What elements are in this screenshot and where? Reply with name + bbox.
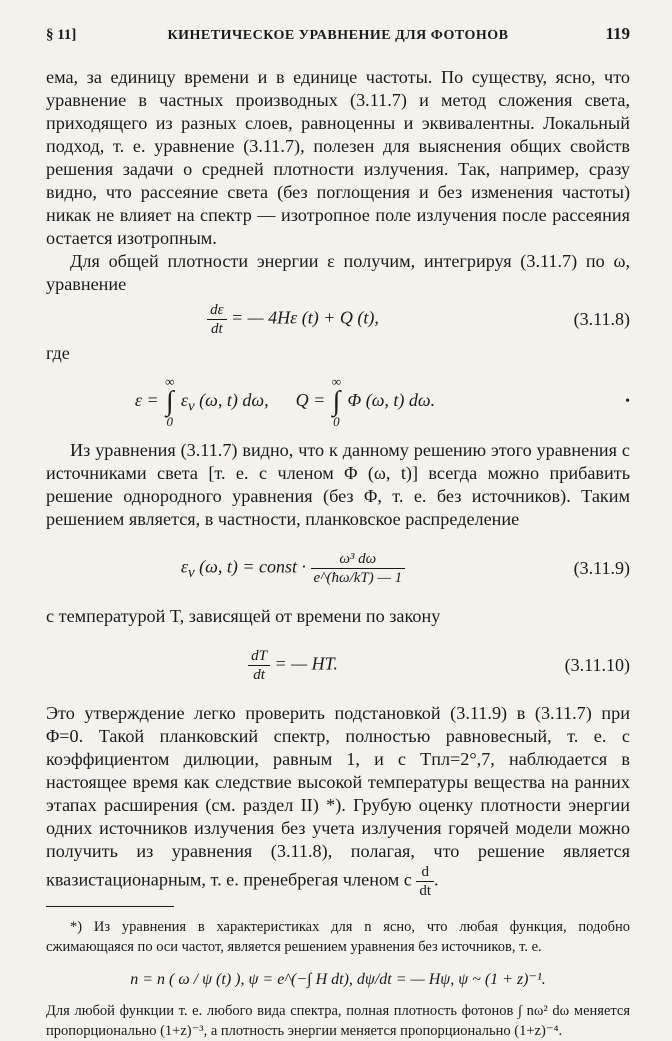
paragraph-5: Это утверждение легко проверить подстановкой (3.11.9) в (3.11.7) при Φ=0. Такой планковский спектр, полностью равновесный, т. е. с коэффициентом дилюции, равным 1, и с Tпл=2°,7, наблюдается в настоящее время как следствие высокой температуры вещества на ранних этапах расширения (см. раздел II) *). Грубую оценку плотности энергии одних источников излучения без учета излучения горячей модели можно получить из уравнения (3.11.8), полагая, что решение является квазистационарным, т. е. пренебрегая членом с $\frac{d}{dt}$ . <box>46 703 630 899</box>
equation-3-11-10: $\frac{dT}{dt}$ = — HT. (3.11.10) <box>46 628 630 702</box>
fraction-dT-dt: $\frac{dT}{dt}$ <box>248 647 270 684</box>
section-marker: § 11] <box>46 27 77 43</box>
equation-number: (3.11.9) <box>573 557 630 578</box>
paragraph-4: с температурой T, зависящей от времени по закону <box>46 606 441 626</box>
book-page <box>46 24 630 1041</box>
word-where: где <box>46 343 70 363</box>
paragraph-2: Для общей плотности энергии ε получим, интегрируя (3.11.7) по ω, уравнение <box>46 251 630 294</box>
chapter-title: КИНЕТИЧЕСКОЕ УРАВНЕНИЕ ДЛЯ ФОТОНОВ <box>167 28 509 43</box>
page-number: 119 <box>605 24 630 43</box>
equation-number: (3.11.10) <box>564 654 630 675</box>
equation-3-11-8 <box>46 296 630 342</box>
equation-3-11-9: $\varepsilon_\nu$ (ω, t) = const · $\frac{\text{ω³ dω}}{e\^{}(ħ\omega/kT) — 1}$ (3.11.9) <box>180 550 630 586</box>
footnote-rule <box>46 906 174 907</box>
footnote-text-1: *) Из уравнения в характеристиках для n ясно, что любая функция, подобно сжимающаяся по оси частот, является решением уравнения без источников, т. е. <box>46 919 630 955</box>
footnote-equation: n = n ( ω / ψ (t) ), ψ = e^(−∫ H dt), dψ/dt = — Hψ, ψ ~ (1 + z)⁻¹. <box>130 971 546 988</box>
running-header <box>46 24 630 52</box>
equation-rhs: = — 4Hε (t) + Q (t), <box>231 307 379 328</box>
integral-sign: ∞ ∫ 0 <box>165 374 175 429</box>
integral-sign: ∞ ∫ 0 <box>331 374 342 429</box>
equation-number: (3.11.8) <box>573 308 630 329</box>
planck-fraction: $\frac{\text{ω³ dω}}{e\^{}(ħ\omega/kT) — 1}$ <box>311 550 406 587</box>
fraction-d-dt: $\frac{d}{dt}$ <box>416 863 434 900</box>
footnote-text-2: Для любой функции т. е. любого вида спектра, полная плотность фотонов ∫ nω² dω меняется пропорционально (1+z)⁻³, а плотность энергии меняется пропорционально (1+z)⁻⁴. <box>46 1003 630 1039</box>
paragraph-3: Из уравнения (3.11.7) видно, что к данному решению этого уравнения с источниками света [т. е. с членом Φ (ω, t)] всегда можно прибавить решение однородного уравнения (без Φ, т. е. без источников). Таким решением является, в частности, планковское распределение <box>46 440 630 529</box>
fraction-de-dt: $\frac{d\varepsilon}{dt}$ <box>207 301 226 338</box>
bullet-mark: • <box>625 394 630 409</box>
paragraph-1: ема, за единицу времени и в единице частоты. По существу, ясно, что уравнение в частных производных (3.11.7) и метод сложения света, приходящего из разных слоев, равноценны и эквивалентны. Локальный подход, т. е. уравнение (3.11.7), полезен для выяснения общих свойств решения задачи о средней плотности излучения. Так, например, сразу видно, что рассеяние света (без поглощения и без изменения частоты) никак не влияет на спектр — изотропное поле излучения после рассеяния остается изотропным. <box>46 67 630 248</box>
equation-definitions: ε = ∞ ∫ 0 $\varepsilon_\nu$ (ω, t) dω, Q = ∞ ∫ 0 Φ (ω, t) dω. • <box>134 374 630 429</box>
